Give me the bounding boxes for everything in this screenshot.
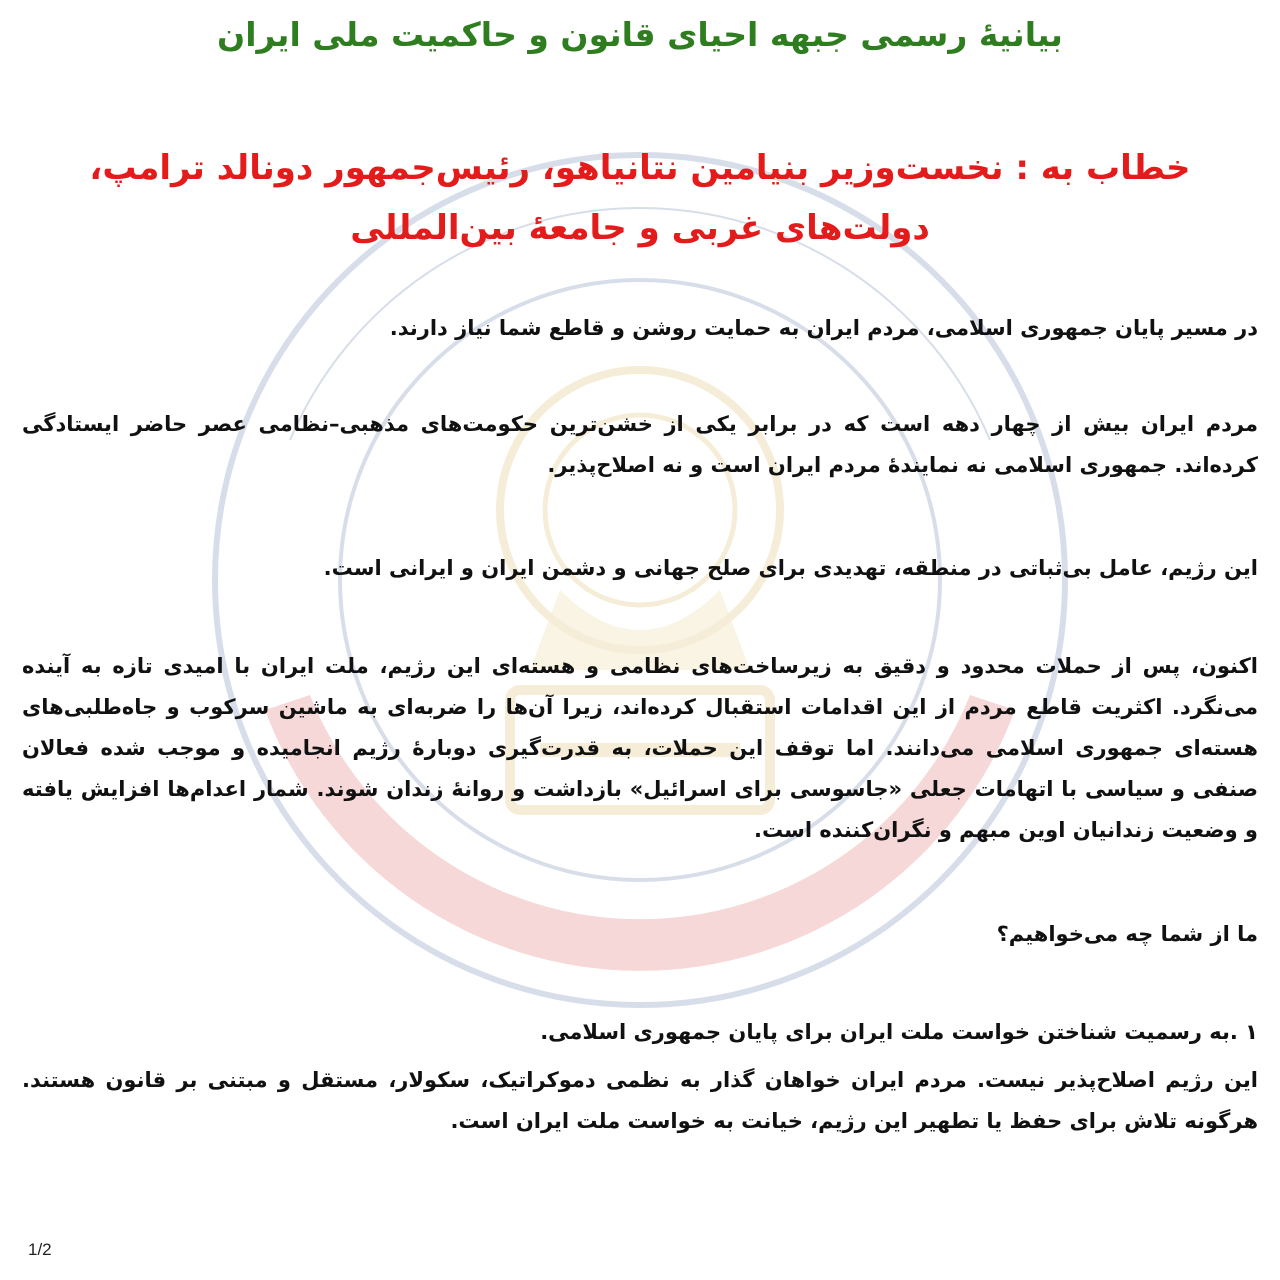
- paragraph-regime-threat: این رژیم، عامل بی‌ثباتی در منطقه، تهدیدی برای صلح جهانی و دشمن ایران و ایرانی است.: [323, 556, 1258, 580]
- question-heading: ما از شما چه می‌خواهیم؟: [996, 922, 1258, 946]
- page-number: 1/2: [28, 1240, 52, 1259]
- demand-1-body: این رژیم اصلاح‌پذیر نیست. مردم ایران خواهان گذار به نظمی دموکراتیک، سکولار، مستقل و مبتنی بر قانون هستند. هرگونه تلاش برای حفظ یا تطهیر این رژیم، خیانت به خواست ملت ایران است.: [22, 1068, 1258, 1133]
- paragraph-support-needed: در مسیر پایان جمهوری اسلامی، مردم ایران به حمایت روشن و قاطع شما نیاز دارند.: [389, 316, 1258, 340]
- paragraph-recent-attacks: اکنون، پس از حملات محدود و دقیق به زیرساخت‌های نظامی و هسته‌ای این رژیم، ملت ایران با امیدی تازه به آینده می‌نگرد. اکثریت قاطع مردم از این اقدامات استقبال کرده‌اند، زیرا آن‌ها را ضربه‌ای به ماشین سرکوب و جاه‌طلبی‌های هسته‌ای جمهوری اسلامی می‌دانند. اما توقف این حملات، به قدرت‌گیری دوبارۀ رژیم انجامیده و موجب شده فعالان صنفی و سیاسی با اتهامات جعلی «جاسوسی برای اسرائیل» بازداشت و روانۀ زندان شوند. شمار اعدام‌ها افزایش یافته و وضعیت زندانیان اوین مبهم و نگران‌کننده است.: [22, 654, 1258, 842]
- demand-1-heading: ۱ .به رسمیت شناختن خواست ملت ایران برای پایان جمهوری اسلامی.: [540, 1020, 1258, 1044]
- addressee-heading: خطاب به : نخست‌وزیر بنیامین نتانیاهو، رئیس‌جمهور دونالد ترامپ، دولت‌های غربی و جامعۀ بین‌المللی: [89, 148, 1191, 248]
- paragraph-four-decades: مردم ایران بیش از چهار دهه است که در برابر یکی از خشن‌ترین حکومت‌های مذهبی–نظامی عصر حاضر ایستادگی کرده‌اند. جمهوری اسلامی نه نمایندۀ مردم ایران است و نه اصلاح‌پذیر.: [22, 412, 1258, 477]
- statement-title: بیانیۀ رسمی جبهه احیای قانون و حاکمیت ملی ایران: [217, 15, 1063, 54]
